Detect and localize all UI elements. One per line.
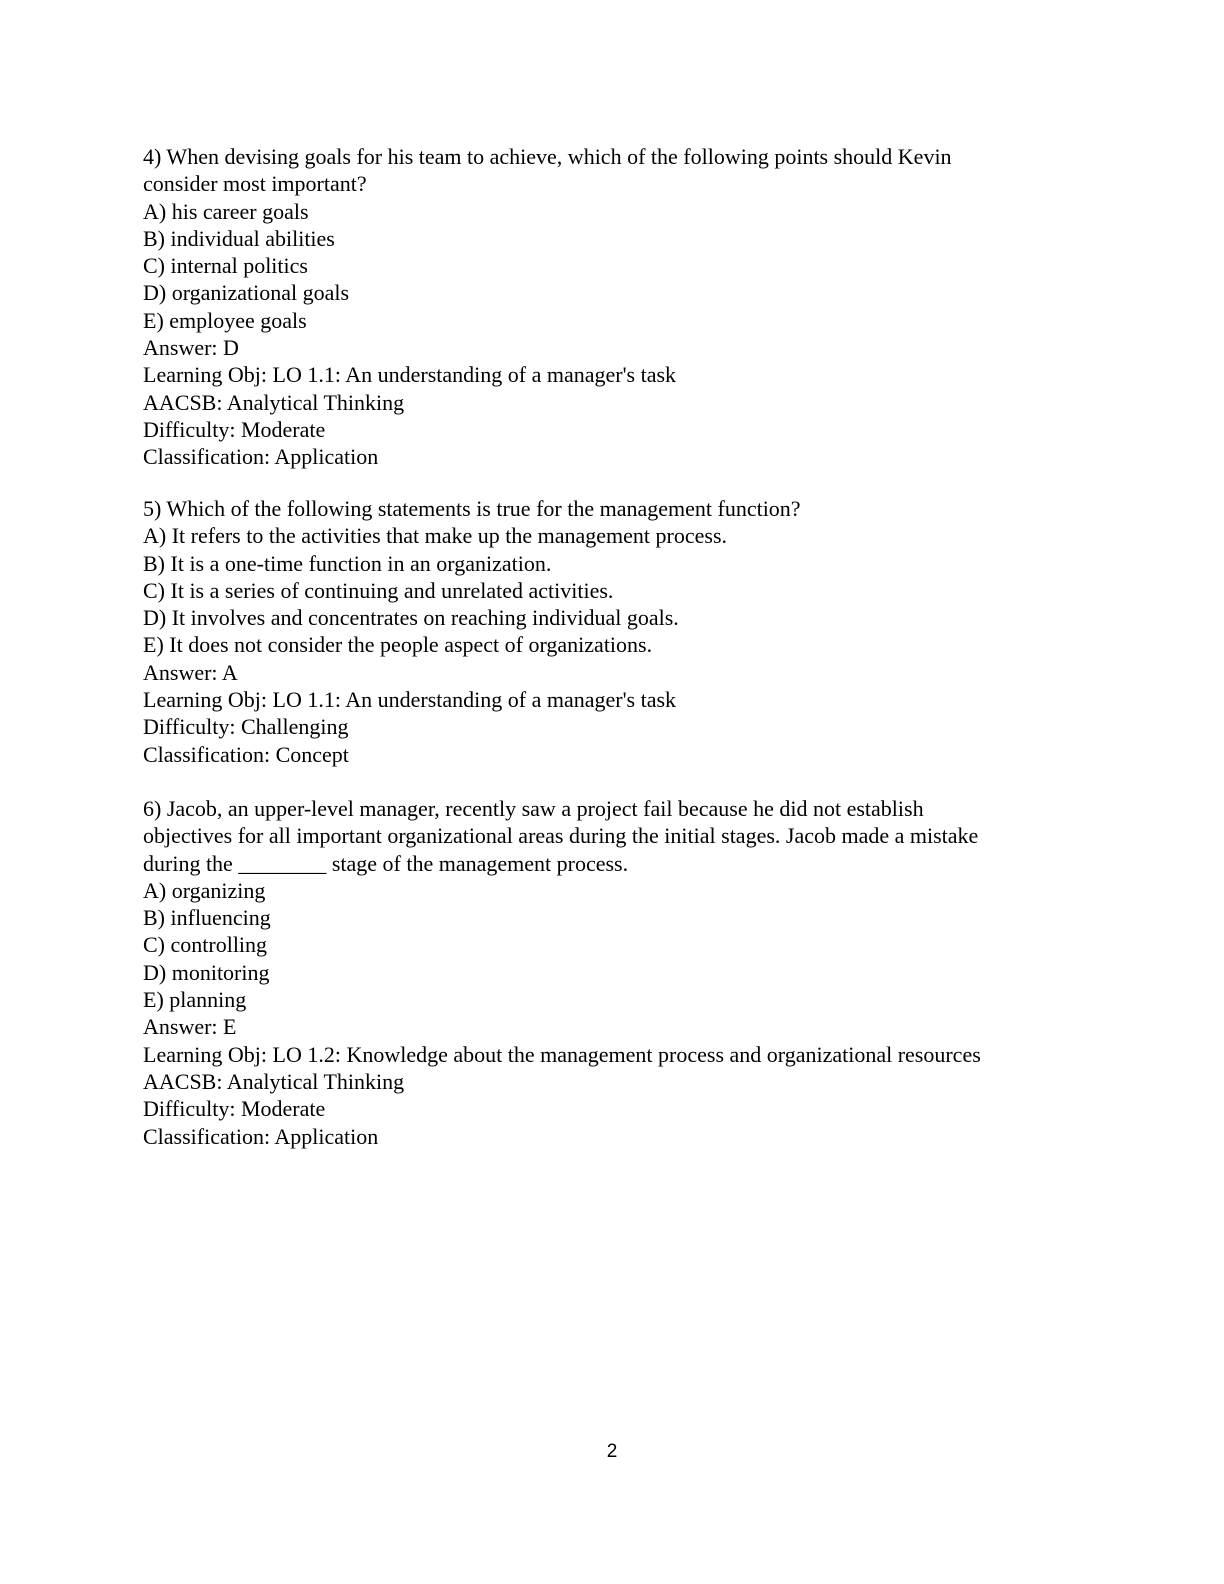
answer-option-d: D) organizational goals — [143, 280, 350, 306]
learning-objective: Learning Obj: LO 1.1: An understanding of a manager's task — [143, 362, 677, 388]
answer-option-d: D) monitoring — [143, 959, 270, 985]
answer-option-d: D) It involves and concentrates on reaching individual goals. — [143, 605, 679, 631]
question-stem-line: 4) When devising goals for his team to achieve, which of the following points should Kevin — [143, 144, 952, 169]
answer-option-c: C) controlling — [143, 932, 268, 958]
question-6 — [143, 795, 1083, 1150]
difficulty-tag: Difficulty: Moderate — [143, 1096, 326, 1122]
question-stem-line: consider most important? — [143, 171, 367, 197]
question-stem-line: 5) Which of the following statements is true for the management function? — [143, 496, 801, 521]
learning-objective: Learning Obj: LO 1.1: An understanding of a manager's task — [143, 687, 677, 713]
page-number: 2 — [606, 1441, 618, 1462]
classification-tag: Classification: Concept — [143, 741, 349, 767]
aacsb-tag: AACSB: Analytical Thinking — [143, 1068, 405, 1094]
answer-option-a: A) his career goals — [143, 198, 309, 224]
answer-option-e: E) planning — [143, 987, 247, 1013]
answer-option-a: A) It refers to the activities that make up the management process. — [143, 523, 728, 549]
question-stem-line: 6) Jacob, an upper-level manager, recently saw a project fail because he did not establish — [143, 796, 924, 821]
answer-option-e: E) It does not consider the people aspect of organizations. — [143, 632, 653, 658]
difficulty-tag: Difficulty: Challenging — [143, 714, 349, 740]
answer-option-a: A) organizing — [143, 877, 266, 903]
answer-option-b: B) influencing — [143, 905, 271, 931]
difficulty-tag: Difficulty: Moderate — [143, 416, 326, 442]
answer-option-c: C) internal politics — [143, 253, 308, 279]
answer-option-b: B) individual abilities — [143, 225, 335, 251]
question-stem-line: objectives for all important organizational areas during the initial stages. Jacob made a mistake — [143, 823, 979, 849]
aacsb-tag: AACSB: Analytical Thinking — [143, 389, 405, 415]
answer-key: Answer: E — [143, 1014, 237, 1040]
answer-option-c: C) It is a series of continuing and unrelated activities. — [143, 577, 614, 603]
question-stem-line: during the ________ stage of the management process. — [143, 850, 629, 876]
answer-key: Answer: A — [143, 659, 238, 685]
answer-option-e: E) employee goals — [143, 307, 307, 333]
question-5 — [143, 495, 1083, 768]
learning-objective: Learning Obj: LO 1.2: Knowledge about the management process and organizational resources — [143, 1041, 981, 1067]
classification-tag: Classification: Application — [143, 444, 379, 470]
question-4 — [143, 143, 1083, 471]
classification-tag: Classification: Application — [143, 1123, 379, 1149]
answer-key: Answer: D — [143, 335, 239, 361]
answer-option-b: B) It is a one-time function in an organization. — [143, 550, 552, 576]
